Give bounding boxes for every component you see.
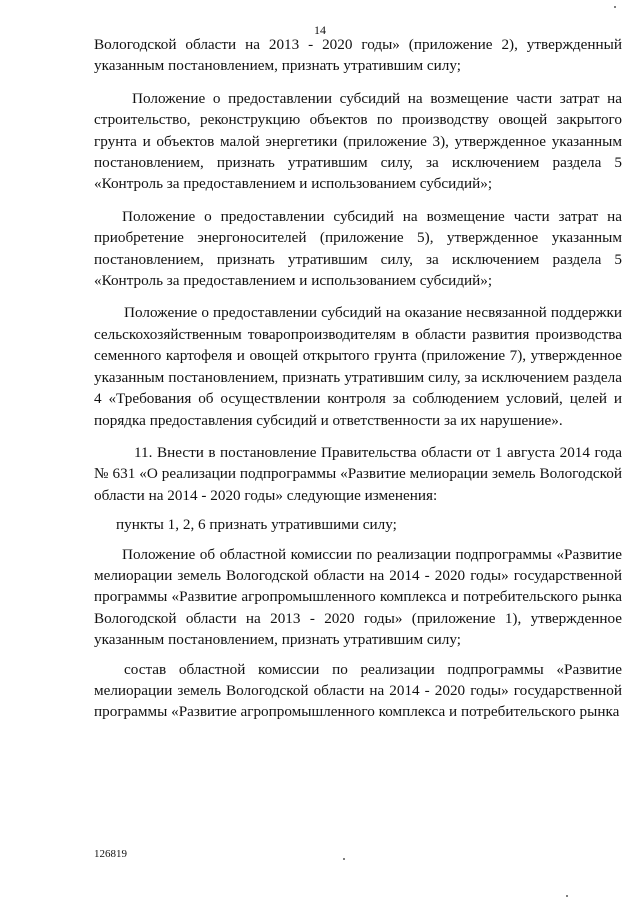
paragraph-6: пункты 1, 2, 6 признать утратившими силу; — [116, 516, 397, 534]
paragraph-1: Вологодской области на 2013 - 2020 годы» (приложение 2), утвержденный указанным постановлением, признать утратившим силу; — [94, 36, 622, 75]
scan-speck — [343, 858, 345, 860]
paragraph-8: состав областной комиссии по реализации подпрограммы «Развитие мелиорации земель Вологодской области на 2014 - 2020 годы» государственной программы «Развитие агропромышленного комплекса и потребительского рынка — [94, 660, 622, 721]
paragraph-7: Положение об областной комиссии по реализации подпрограммы «Развитие мелиорации земель Вологодской области на 2014 - 2020 годы» государственной программы «Развитие агропромышленного комплекса и потребительского рынка Вологодской области на 2013 - 2020 годы» (приложение 1), утвержденное указанным постановлением, признать утратившим силу; — [94, 545, 622, 649]
scan-speck — [566, 895, 568, 897]
document-code: 126819 — [94, 848, 127, 860]
scan-speck — [614, 6, 616, 8]
paragraph-5: 11. Внести в постановление Правительства области от 1 августа 2014 года № 631 «О реализации подпрограммы «Развитие мелиорации земель Вологодской области на 2014 - 2020 годы» следующие изменения: — [94, 443, 622, 504]
paragraph-4: Положение о предоставлении субсидий на оказание несвязанной поддержки сельскохозяйственным товаропроизводителям в области развития производства семенного картофеля и овощей открытого грунта (приложение 7), утвержденное указанным постановлением, признать утратившим силу, за исключением раздела 4 «Требования об осуществлении контроля за соблюдением условий, целей и порядка предоставления субсидий и ответственности за их нарушение». — [94, 304, 622, 429]
document-body — [94, 34, 622, 723]
page-number: 14 — [314, 23, 326, 37]
paragraph-2: Положение о предоставлении субсидий на возмещение части затрат на строительство, реконструкцию объектов по производству овощей закрытого грунта и объектов малой энергетики (приложение 3), утвержденное указанным постановлением, признать утратившим силу, за исключением раздела 5 «Контроль за предоставлением и использованием субсидий»; — [94, 89, 622, 193]
paragraph-3: Положение о предоставлении субсидий на возмещение части затрат на приобретение энергоносителей (приложение 5), утвержденное указанным постановлением, признать утратившим силу, за исключением раздела 5 «Контроль за предоставлением и использованием субсидий»; — [94, 207, 622, 290]
